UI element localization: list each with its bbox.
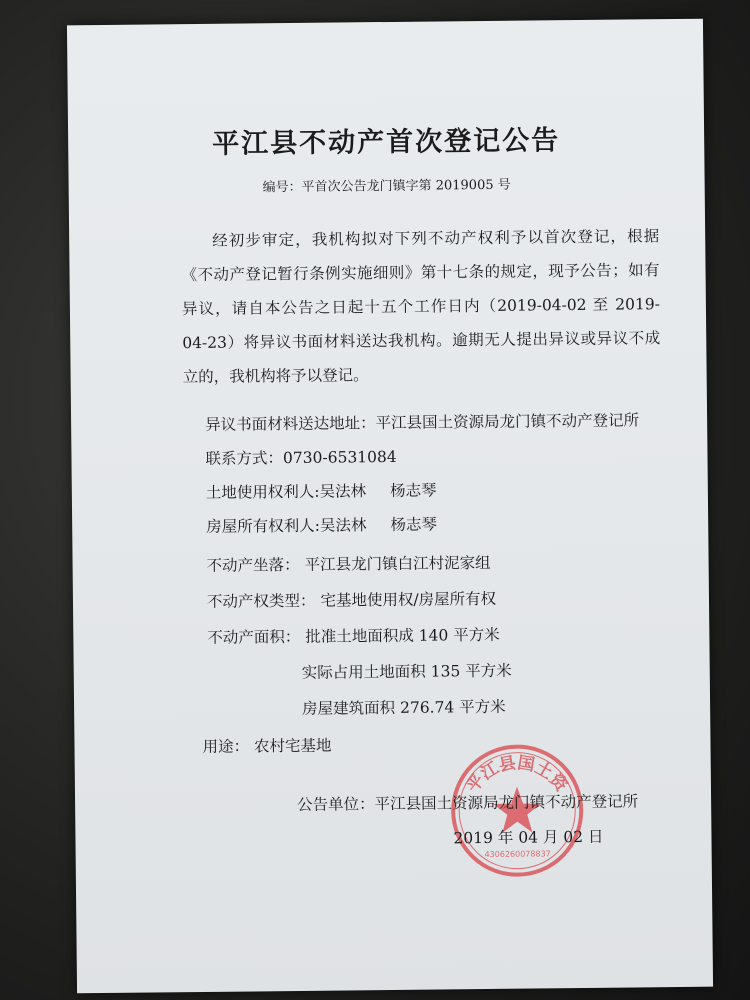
usage: 用途： 农村宅基地 <box>202 736 332 756</box>
contact-info: 联系方式：0730-6531084 <box>205 447 397 468</box>
land-user-1: 土地使用权利人:吴法林 <box>205 482 367 502</box>
house-owner-row <box>206 513 437 537</box>
area-building: 房屋建筑面积 276.74 平方米 <box>302 697 506 718</box>
objection-address: 异议书面材料送达地址：平江县国土资源局龙门镇不动产登记所 <box>205 411 640 434</box>
svg-text:平江县国土资: 平江县国土资 <box>462 753 572 797</box>
property-location: 不动产坐落： 平江县龙门镇白江村泥家组 <box>206 553 491 575</box>
notice-title: 平江县不动产首次登记公告 <box>212 125 561 160</box>
svg-text:4306260078837: 4306260078837 <box>484 849 551 860</box>
land-user-2: 杨志琴 <box>389 481 437 500</box>
right-type: 不动产权类型： 宅基地使用权/房屋所有权 <box>206 589 497 611</box>
area-actual: 实际占用土地面积 135 平方米 <box>301 661 512 682</box>
document-number: 编号：平首次公告龙门镇字第 2019005 号 <box>262 177 511 196</box>
notice-body: 经初步审定，我机构拟对下列不动产权利予以首次登记，根据《不动产登记暂行条例实施细则》第十七条的规定，现予公告；如有异议，请自本公告之日起十五个工作日内（2019-04-02 至 2019-04-23）将异议书面材料送达我机构。逾期无人提出异议或异议不成立的，我机构将予以登记。 <box>181 227 661 387</box>
land-user-row <box>206 479 437 503</box>
house-owner-1: 房屋所有权利人:吴法林 <box>206 516 367 536</box>
area-approved: 不动产面积： 批准土地面积成 140 平方米 <box>207 625 500 647</box>
house-owner-2: 杨志琴 <box>390 515 438 534</box>
document-page <box>67 19 713 994</box>
issue-date: 2019 年 04 月 02 日 <box>453 827 604 848</box>
issuer: 公告单位：平江县国土资源局龙门镇不动产登记所 <box>297 792 639 814</box>
